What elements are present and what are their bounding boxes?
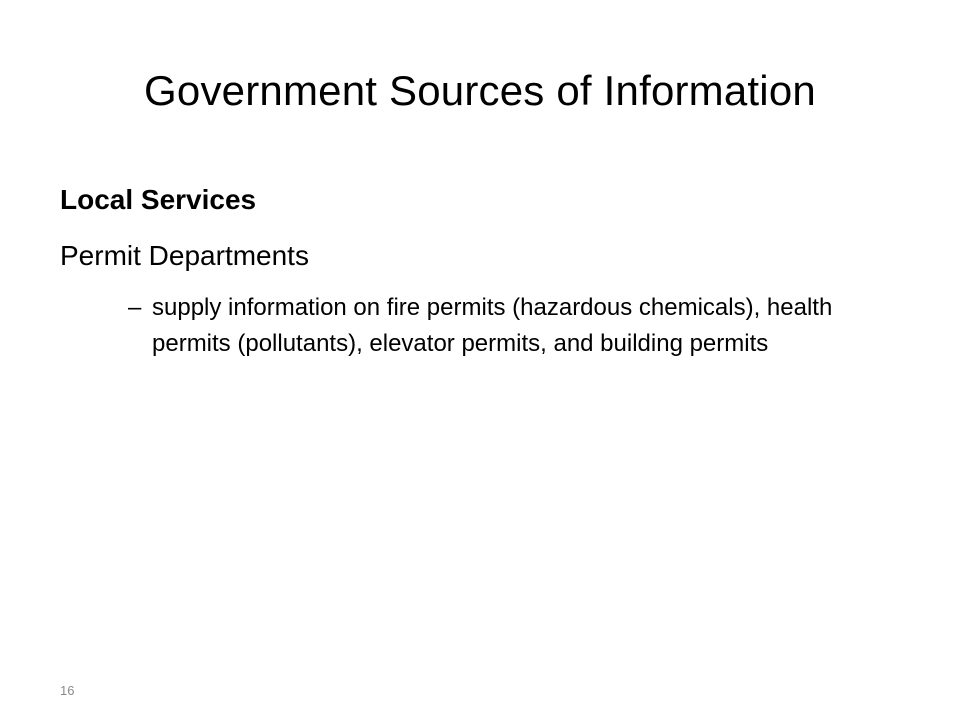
slide-body [60, 176, 910, 362]
section-heading: Local Services [60, 184, 257, 215]
page-number: 16 [60, 683, 75, 698]
bullet-dash: – [128, 294, 142, 321]
section-subheading: Permit Departments [60, 240, 309, 271]
bullet-item [128, 290, 910, 362]
bullet-text: supply information on fire permits (hazardous chemicals), health permits (pollutants), elevator permits, and building permits [152, 294, 833, 357]
slide-title: Government Sources of Information [144, 67, 816, 114]
